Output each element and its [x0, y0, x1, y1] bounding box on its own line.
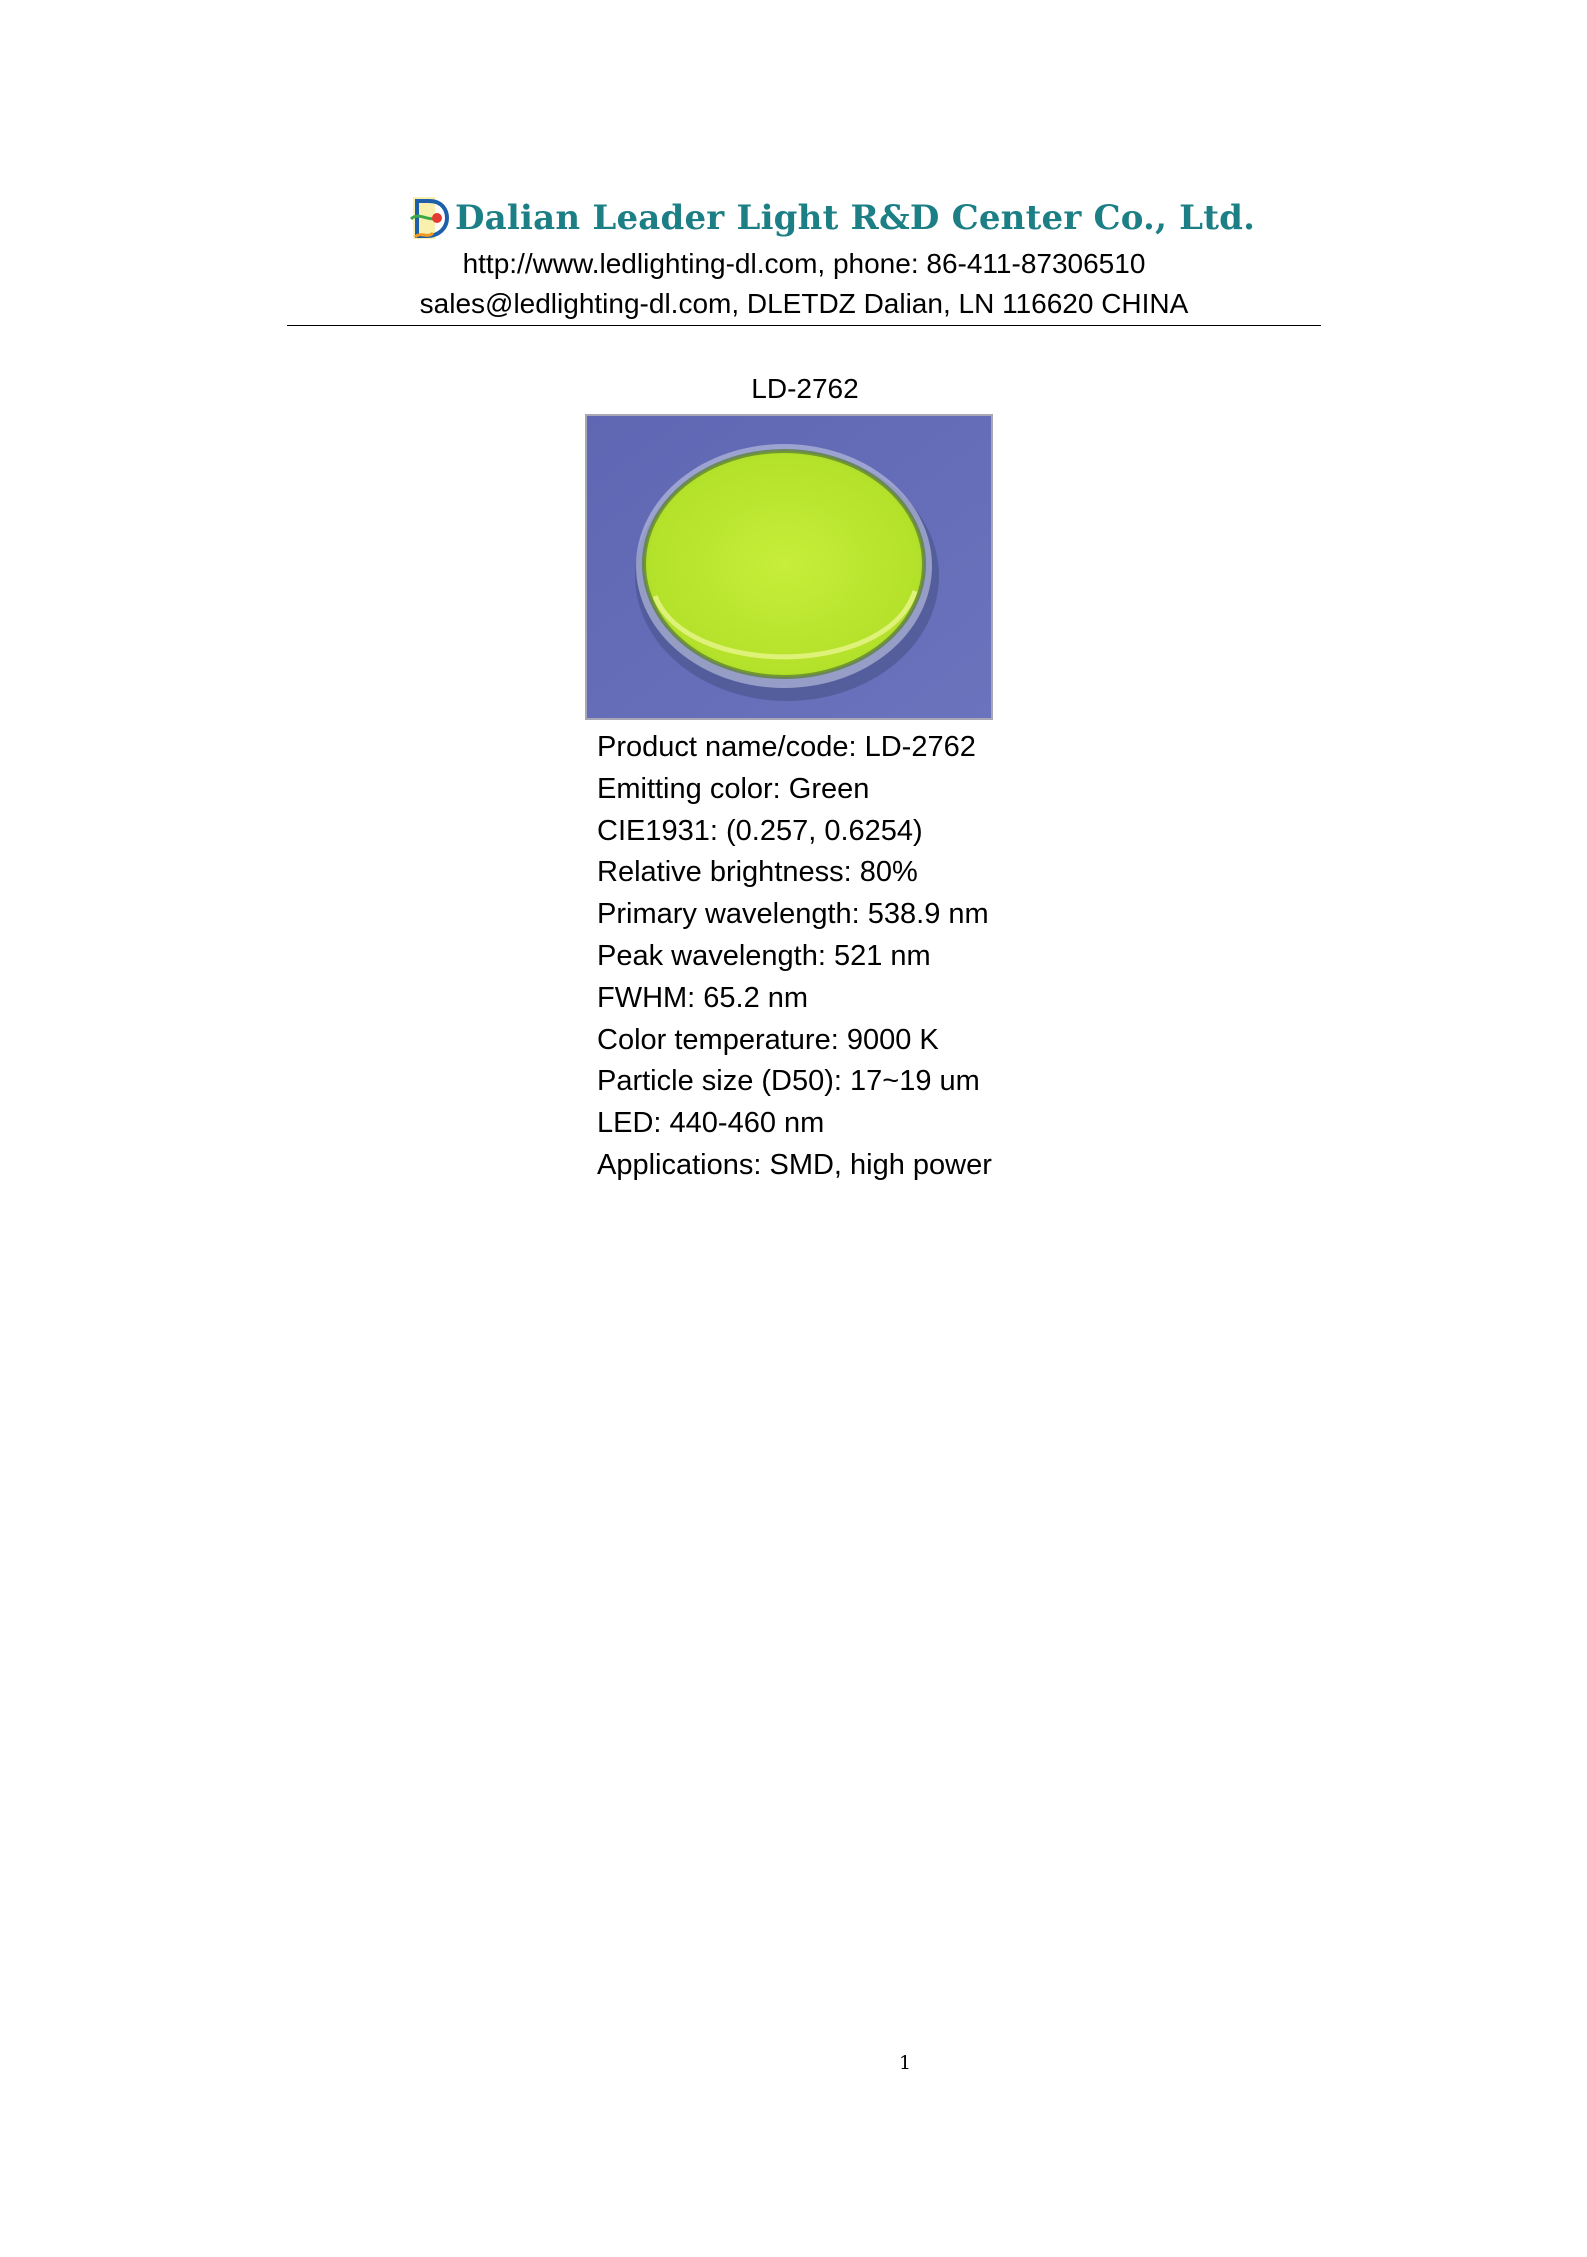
spec-fwhm: FWHM: 65.2 nm: [597, 981, 809, 1014]
spec-color-temperature: Color temperature: 9000 K: [597, 1023, 939, 1056]
spec-led: LED: 440-460 nm: [597, 1107, 825, 1140]
spec-applications: Applications: SMD, high power: [597, 1148, 992, 1181]
spec-product-code: Product name/code: LD-2762: [597, 731, 976, 763]
company-line: [407, 188, 1255, 248]
header-divider: [287, 325, 1321, 326]
company-name: Dalian Leader Light R&D Center Co., Ltd.: [455, 198, 1256, 238]
spec-relative-brightness: Relative brightness: 80%: [597, 856, 918, 889]
phosphor-powder-dish-photo: [585, 414, 993, 720]
spec-peak-wavelength: Peak wavelength: 521 nm: [597, 939, 931, 972]
page-number: 1: [898, 2052, 912, 2074]
spec-primary-wavelength: Primary wavelength: 538.9 nm: [597, 898, 989, 931]
spec-cie1931: CIE1931: (0.257, 0.6254): [597, 814, 923, 847]
company-logo-icon: [407, 193, 451, 243]
product-spec-list: [597, 727, 992, 1187]
contact-web-phone: http://www.ledlighting-dl.com, phone: 86-411-87306510: [462, 248, 1146, 279]
spec-emitting-color: Emitting color: Green: [597, 772, 870, 805]
contact-email-address: sales@ledlighting-dl.com, DLETDZ Dalian, LN 116620 CHINA: [419, 288, 1189, 319]
product-title: LD-2762: [751, 373, 859, 404]
spec-particle-size: Particle size (D50): 17~19 um: [597, 1065, 980, 1098]
